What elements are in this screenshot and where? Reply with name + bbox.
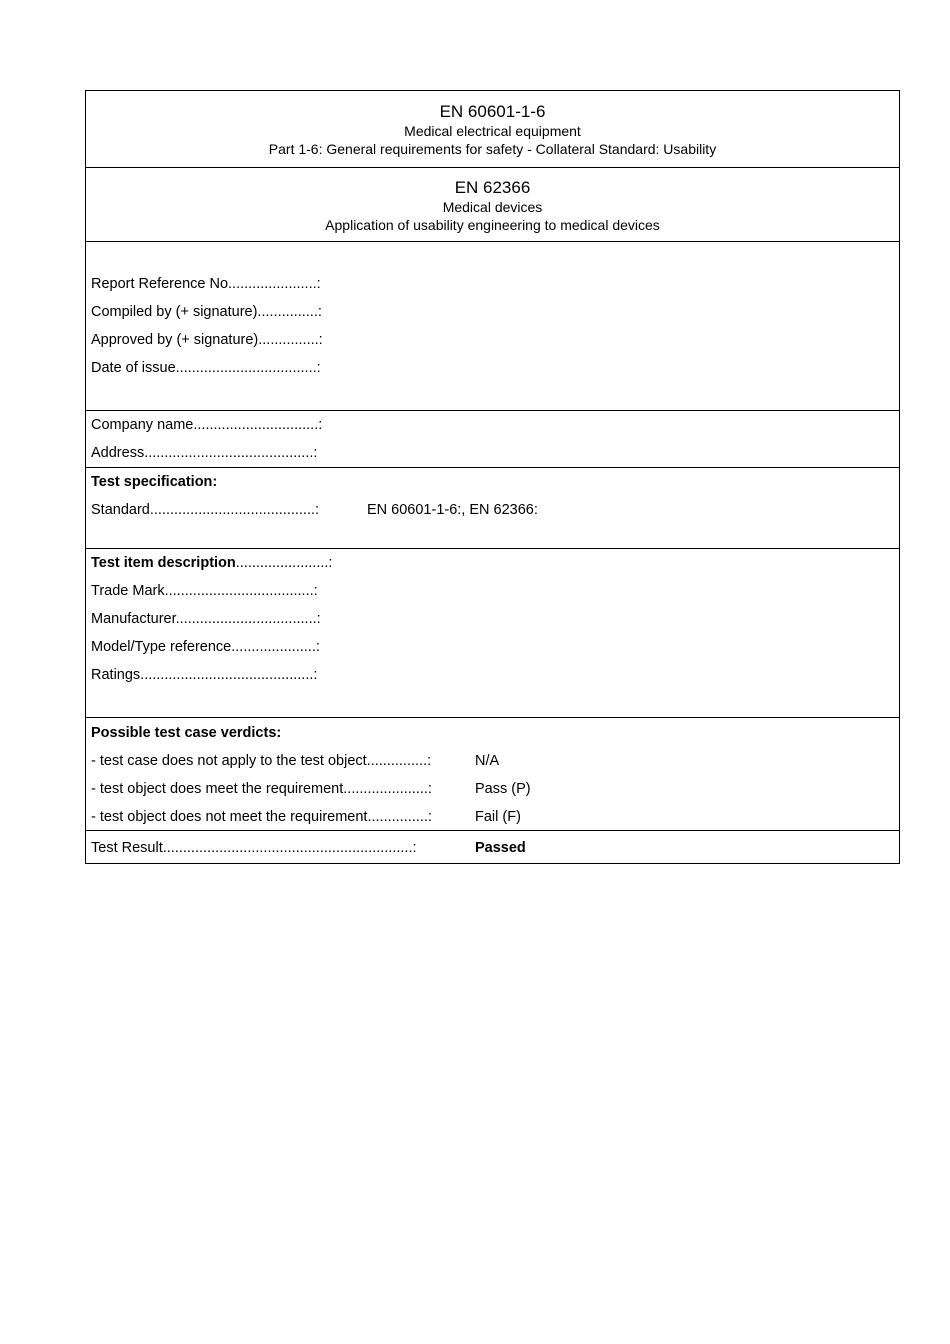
test-result-value: Passed [475,840,526,856]
test-result-section [86,831,899,863]
report-reference-label: Report Reference No......................: [91,276,321,292]
test-item-description-dots: .......................: [235,555,333,571]
trade-mark-label: Trade Mark.....................................: [91,583,318,599]
ratings-label: Ratings...........................................: [91,667,318,683]
standard-label: Standard.........................................: [91,502,320,518]
test-item-description-row [91,554,332,572]
header2-standard: EN 62366 [454,178,531,197]
header1-description: Part 1-6: General requirements for safety - Collateral Standard: Usability [268,141,717,157]
standard-value: EN 60601-1-6:, EN 62366: [367,502,538,518]
test-result-label: Test Result..............................................................: [91,840,417,856]
approved-by-label: Approved by (+ signature)...............: [91,332,323,348]
test-item-section [86,549,899,718]
test-spec-heading: Test specification: [91,474,218,490]
verdict-na-value: N/A [475,753,500,769]
report-section [86,242,899,411]
verdict-fail-value: Fail (F) [475,809,521,825]
header2-description: Application of usability engineering to medical devices [325,217,660,233]
test-item-description-label: Test item description [91,555,236,571]
header1-standard: EN 60601-1-6 [439,102,546,121]
header2-subtitle: Medical devices [442,199,543,215]
model-type-label: Model/Type reference.....................: [91,639,320,655]
verdict-pass-value: Pass (P) [475,781,531,797]
verdict-pass-label: - test object does meet the requirement.....................: [91,781,432,797]
date-of-issue-label: Date of issue...................................: [91,360,321,376]
verdicts-heading: Possible test case verdicts: [91,725,282,741]
header-en62366 [86,168,899,242]
company-name-label: Company name...............................: [91,417,323,433]
header-en60601 [86,91,899,168]
manufacturer-label: Manufacturer...................................: [91,611,321,627]
company-section [86,411,899,468]
report-form [85,90,900,864]
verdict-na-label: - test case does not apply to the test object...............: [91,753,432,769]
test-spec-section [86,468,899,549]
header1-subtitle: Medical electrical equipment [404,123,581,139]
address-label: Address..........................................: [91,445,318,461]
verdict-fail-label: - test object does not meet the requirement...............: [91,809,432,825]
verdicts-section [86,718,899,831]
compiled-by-label: Compiled by (+ signature)...............: [91,304,322,320]
